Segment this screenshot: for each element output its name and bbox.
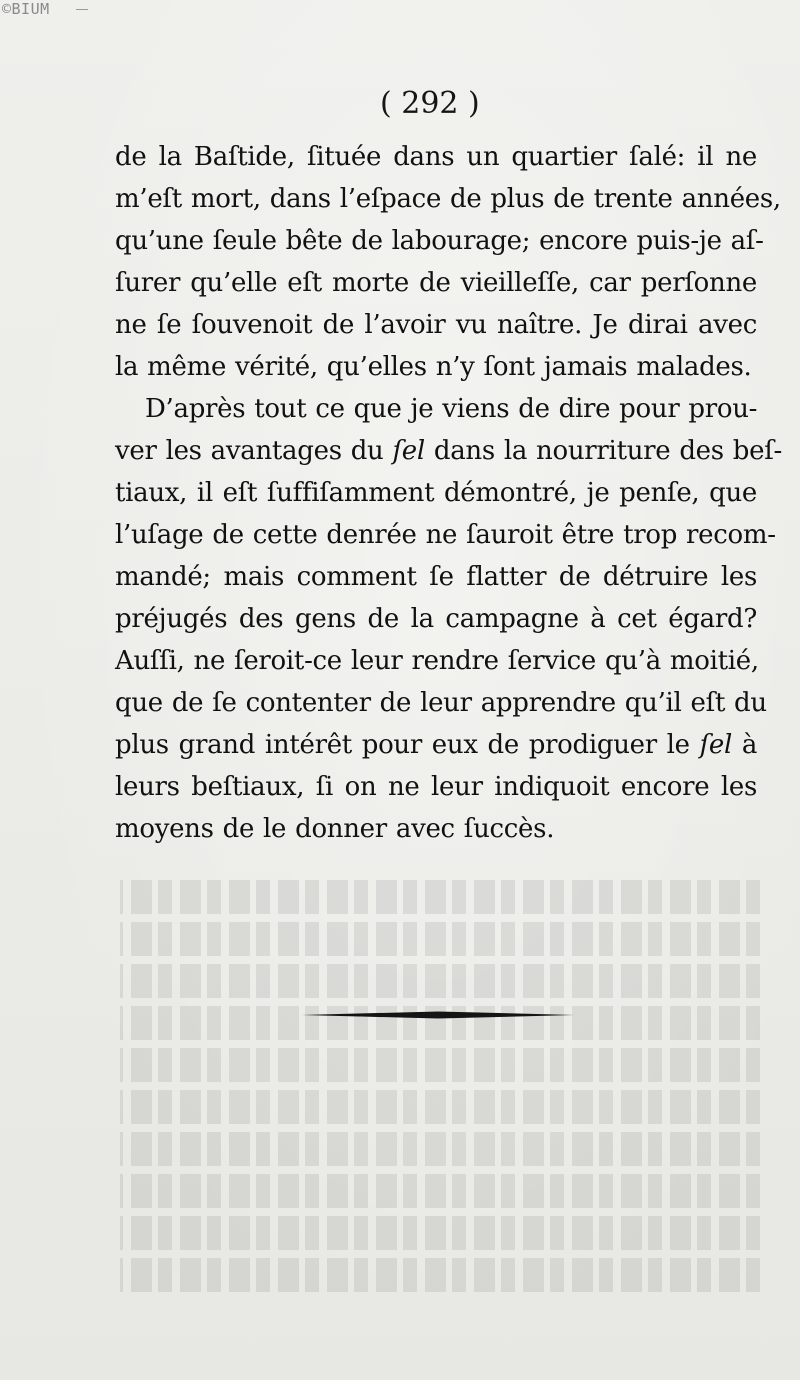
text-line: D’après tout ce que je viens de dire pour prou- bbox=[145, 394, 758, 424]
text-line: la même vérité, qu’elles n’y ſont jamais malades. bbox=[115, 352, 752, 382]
text-segment: dans la nourriture des beſ- bbox=[433, 436, 783, 466]
text-line: qu’une ſeule bête de labourage; encore puis-je aſ- bbox=[115, 226, 764, 256]
page-number: ( 292 ) bbox=[380, 86, 480, 121]
text-segment: à bbox=[741, 730, 758, 760]
text-line: Auſſi, ne ſeroit-ce leur rendre ſervice qu’à moitié, bbox=[115, 646, 759, 676]
text-line: mandé; mais comment ſe flatter de détruire les bbox=[115, 562, 757, 592]
text-line: ſurer qu’elle eſt morte de vieilleſſe, car perſonne bbox=[115, 268, 757, 298]
text-line: préjugés des gens de la campagne à cet égard? bbox=[115, 604, 757, 634]
italic-word: ſel bbox=[699, 730, 733, 760]
bium-watermark: ©BIUM bbox=[2, 0, 50, 18]
body-text bbox=[115, 136, 783, 850]
text-segment: plus grand intérêt pour eux de prodiguer le bbox=[115, 730, 690, 760]
text-line: l’uſage de cette denrée ne ſauroit être trop recom- bbox=[115, 520, 776, 550]
text-line bbox=[115, 724, 757, 766]
text-line bbox=[115, 430, 783, 472]
reverse-page-show-through bbox=[120, 880, 760, 1300]
text-line: m’eſt mort, dans l’eſpace de plus de trente années, bbox=[115, 184, 781, 214]
section-end-rule bbox=[302, 1010, 574, 1020]
text-line: tiaux, il eſt ſuffiſamment démontré, je penſe, que bbox=[115, 478, 757, 508]
text-line: leurs beſtiaux, ſi on ne leur indiquoit encore les bbox=[115, 772, 757, 802]
text-line: que de ſe contenter de leur apprendre qu’il eſt du bbox=[115, 688, 767, 718]
italic-word: ſel bbox=[392, 436, 425, 466]
text-line: ne ſe ſouvenoit de l’avoir vu naître. Je dirai avec bbox=[115, 310, 757, 340]
text-line: de la Baſtide, ſituée dans un quartier ſalé: il ne bbox=[115, 142, 757, 172]
text-segment: ver les avantages du bbox=[115, 436, 384, 466]
text-line: moyens de le donner avec ſuccès. bbox=[115, 814, 555, 844]
